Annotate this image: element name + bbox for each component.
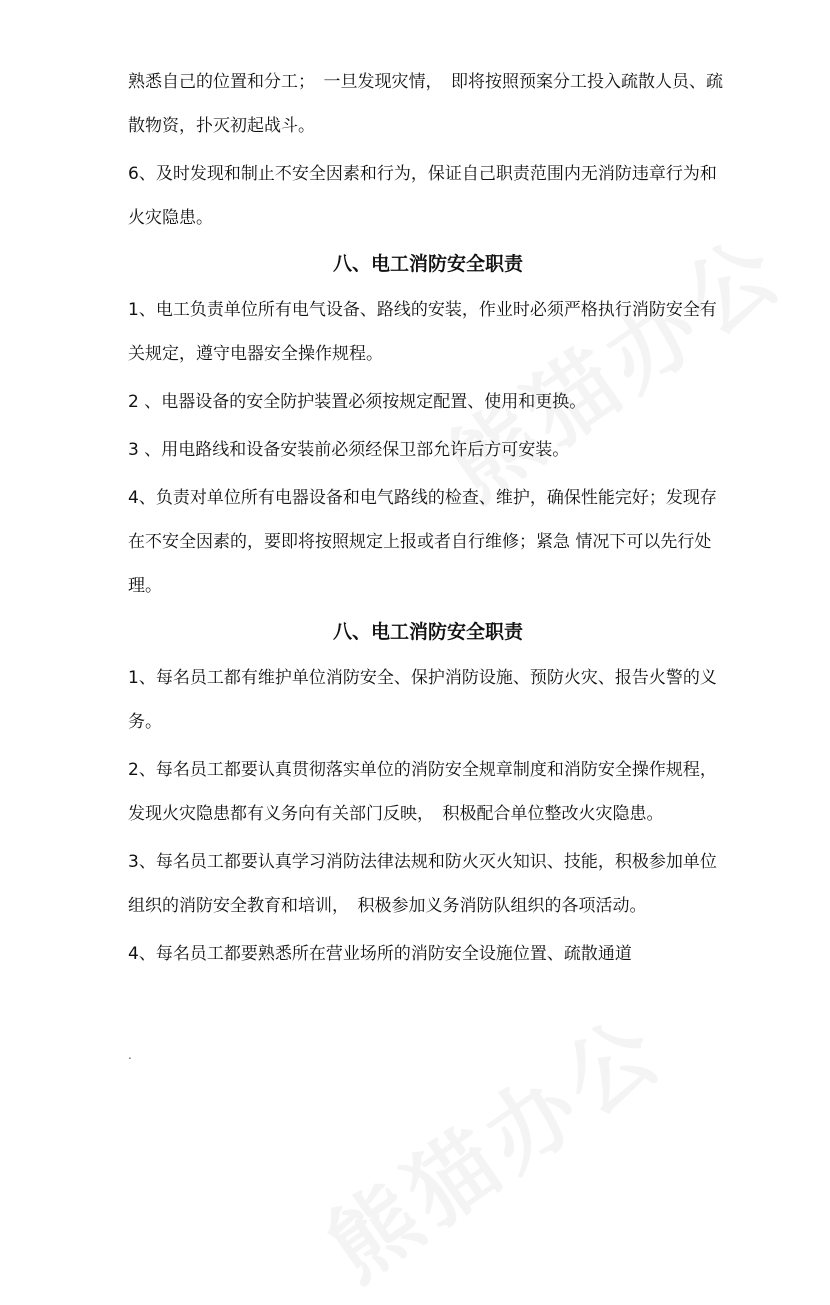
list-item: 4、每名员工都要熟悉所在营业场所的消防安全设施位置、疏散通道 — [128, 944, 632, 964]
list-item: 1、电工负责单位所有电气设备、路线的安装，作业时必须严格执行消防安全有关规定，遵守电器安全操作规程。 — [128, 300, 717, 364]
list-item: 2 、电器设备的安全防护装置必须按规定配置、使用和更换。 — [128, 392, 587, 412]
document-body — [128, 60, 728, 976]
section-heading: 八、电工消防安全职责 — [332, 253, 523, 275]
paragraph: 熟悉自己的位置和分工； 一旦发现灾情， 即将按照预案分工投入疏散人员、疏散物资，扑灭初起战斗。 — [128, 72, 723, 136]
list-item: 4、负责对单位所有电器设备和电气路线的检查、维护，确保性能完好；发现存在不安全因素的，要即将按照规定上报或者自行维修；紧急 情况下可以先行处理。 — [128, 488, 717, 596]
section-heading: 八、电工消防安全职责 — [332, 621, 523, 643]
list-item: 2、每名员工都要认真贯彻落实单位的消防安全规章制度和消防安全操作规程， 发现火灾隐患都有义务向有关部门反映， 积极配合单位整改火灾隐患。 — [128, 760, 726, 824]
list-item: 3 、用电路线和设备安装前必须经保卫部允许后方可安装。 — [128, 440, 570, 460]
paragraph: 6、及时发现和制止不安全因素和行为，保证自己职责范围内无消防违章行为和火灾隐患。 — [128, 164, 717, 228]
footer-mark: . — [128, 1048, 132, 1062]
watermark — [299, 981, 686, 1304]
list-item: 3、每名员工都要认真学习消防法律法规和防火灭火知识、技能，积极参加单位组织的消防安全教育和培训， 积极参加义务消防队组织的各项活动。 — [128, 852, 717, 916]
list-item: 1、每名员工都有维护单位消防安全、保护消防设施、预防火灾、报告火警的义务。 — [128, 668, 717, 732]
